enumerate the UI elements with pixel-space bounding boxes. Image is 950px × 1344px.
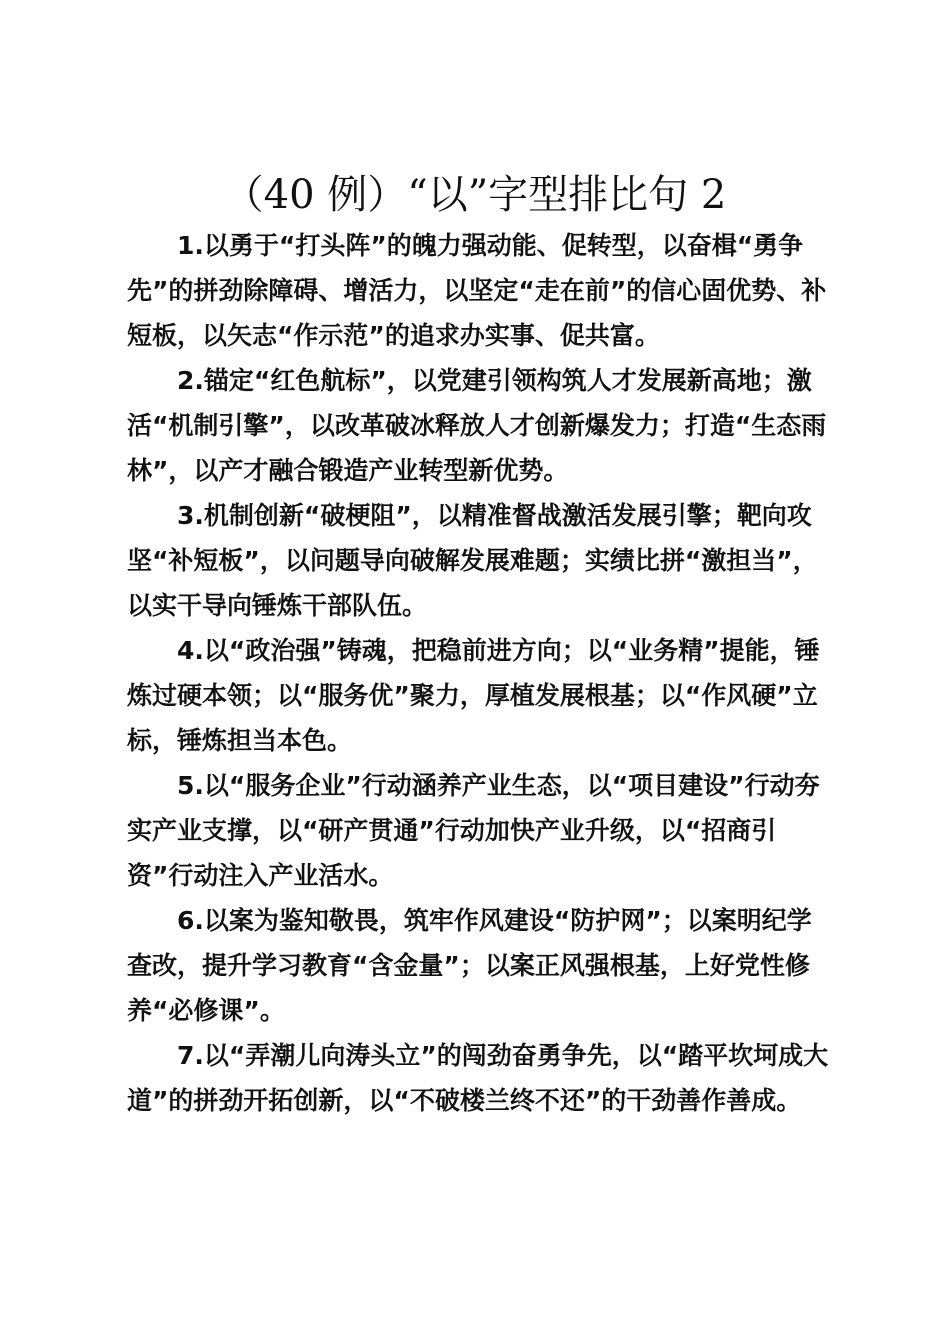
- paragraph-3: 3.机制创新“破梗阻”，以精准督战激活发展引擎；靶向攻坚“补短板”，以问题导向破解发展难题；实绩比拼“激担当”，以实干导向锤炼干部队伍。: [127, 501, 818, 620]
- paragraph-1: 1.以勇于“打头阵”的魄力强动能、促转型，以奋楫“勇争先”的拼劲除障碍、增活力，以坚定“走在前”的信心固优势、补短板，以矢志“作示范”的追求办实事、促共富。: [127, 231, 827, 350]
- document-title: （40 例）“以”字型排比句 2: [223, 172, 727, 218]
- paragraph-6: 6.以案为鉴知敬畏，筑牢作风建设“防护网”；以案明纪学查改，提升学习教育“含金量”；以案正风强根基，上好党性修养“必修课”。: [127, 906, 812, 1025]
- document-body: [127, 223, 832, 1123]
- paragraph-2: 2.锚定“红色航标”，以党建引领构筑人才发展新高地；激活“机制引擎”，以改革破冰释放人才创新爆发力；打造“生态雨林”，以产才融合锻造产业转型新优势。: [127, 366, 827, 485]
- paragraph-7: 7.以“弄潮儿向涛头立”的闯劲奋勇争先，以“踏平坎坷成大道”的拼劲开拓创新，以“不破楼兰终不还”的干劲善作善成。: [127, 1041, 829, 1115]
- paragraph-5: 5.以“服务企业”行动涵养产业生态，以“项目建设”行动夯实产业支撑，以“研产贯通”行动加快产业升级，以“招商引资”行动注入产业活水。: [127, 771, 820, 890]
- paragraph-4: 4.以“政治强”铸魂，把稳前进方向；以“业务精”提能，锤炼过硬本领；以“服务优”聚力，厚植发展根基；以“作风硬”立标，锤炼担当本色。: [127, 636, 820, 755]
